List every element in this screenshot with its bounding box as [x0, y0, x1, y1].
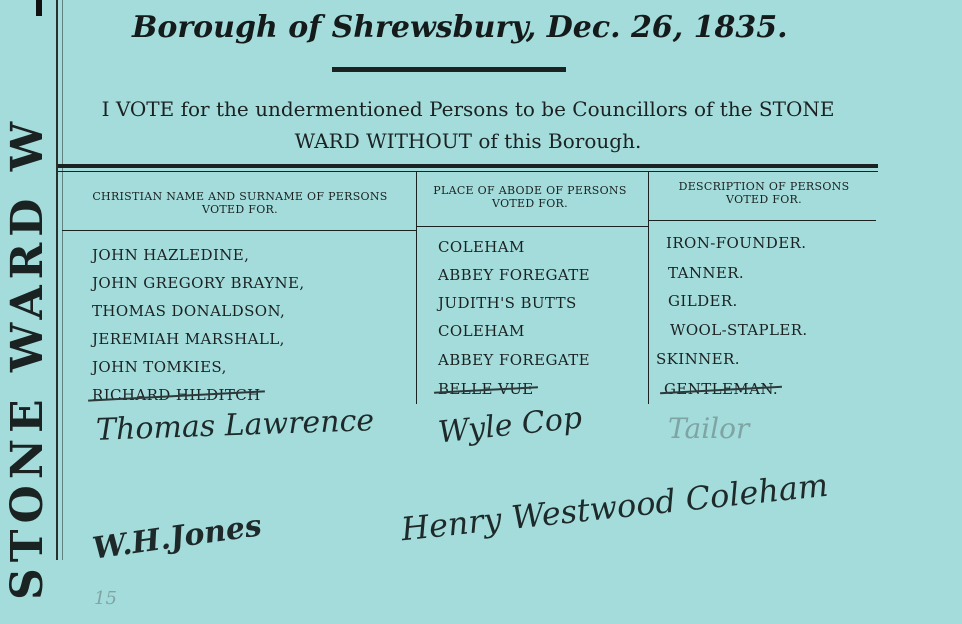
- abode-header-underline: [416, 226, 648, 227]
- row-4-abode: COLEHAM: [438, 322, 525, 340]
- handwritten-abode: Wyle Cop: [436, 400, 584, 451]
- handwritten-name: Thomas Lawrence: [95, 403, 375, 448]
- voter-name-line: Henry Westwood Coleham: [399, 465, 830, 549]
- ballot-heading: Borough of Shrewsbury, Dec. 26, 1835.: [132, 10, 788, 45]
- column-divider-2: [648, 172, 649, 404]
- row-5-name: JOHN TOMKIES,: [92, 358, 227, 376]
- row-2-abode: ABBEY FOREGATE: [438, 266, 590, 284]
- row-1-name: JOHN HAZLEDINE,: [92, 246, 250, 264]
- row-2-name: JOHN GREGORY BRAYNE,: [92, 274, 305, 292]
- intro-line-1: I VOTE for the undermentioned Persons to be Councillors of the STONE: [101, 97, 835, 121]
- row-1-abode: COLEHAM: [438, 238, 525, 256]
- row-3-name: THOMAS DONALDSON,: [92, 302, 286, 320]
- row-6-description: [664, 380, 778, 398]
- abode-column-header: PLACE OF ABODE OF PERSONS VOTED FOR.: [433, 184, 627, 210]
- pencil-number: 15: [94, 588, 117, 609]
- row-6-name: [92, 386, 261, 404]
- intro-line-2: WARD WITHOUT of this Borough.: [294, 129, 642, 153]
- row-6-description-struck: GENTLEMAN.: [664, 380, 779, 398]
- left-border-rule-inner: [62, 0, 63, 560]
- row-3-abode: JUDITH'S BUTTS: [438, 294, 577, 312]
- name-header-underline: [62, 230, 416, 231]
- heading-rule: [332, 67, 566, 72]
- description-header-underline: [648, 220, 876, 221]
- handwritten-description: Tailor: [668, 412, 750, 445]
- table-top-rule: [58, 164, 878, 168]
- row-6-name-struck: RICHARD HILDITCH: [92, 386, 261, 404]
- table-top-rule-thin: [58, 171, 878, 172]
- name-column-header: CHRISTIAN NAME AND SURNAME OF PERSONS VOTED FOR.: [92, 190, 388, 216]
- side-ward-label: STONE WARD W: [2, 115, 53, 600]
- row-4-name: JEREMIAH MARSHALL,: [92, 330, 285, 348]
- row-5-description: SKINNER.: [656, 350, 740, 368]
- left-border-rule: [56, 0, 58, 560]
- description-column-header: DESCRIPTION OF PERSONS VOTED FOR.: [678, 180, 850, 206]
- intro-statement: [68, 93, 868, 157]
- row-1-description: IRON-FOUNDER.: [666, 234, 807, 252]
- row-6-abode: [438, 380, 534, 398]
- column-divider-1: [416, 172, 417, 404]
- row-6-abode-struck: BELLE VUE: [438, 380, 534, 398]
- row-4-description: WOOL-STAPLER.: [670, 321, 808, 339]
- row-5-abode: ABBEY FOREGATE: [438, 351, 590, 369]
- corner-mark: [36, 0, 42, 16]
- row-3-description: GILDER.: [668, 292, 738, 310]
- voter-initials: W.H.Jones: [90, 508, 264, 567]
- row-2-description: TANNER.: [668, 264, 745, 282]
